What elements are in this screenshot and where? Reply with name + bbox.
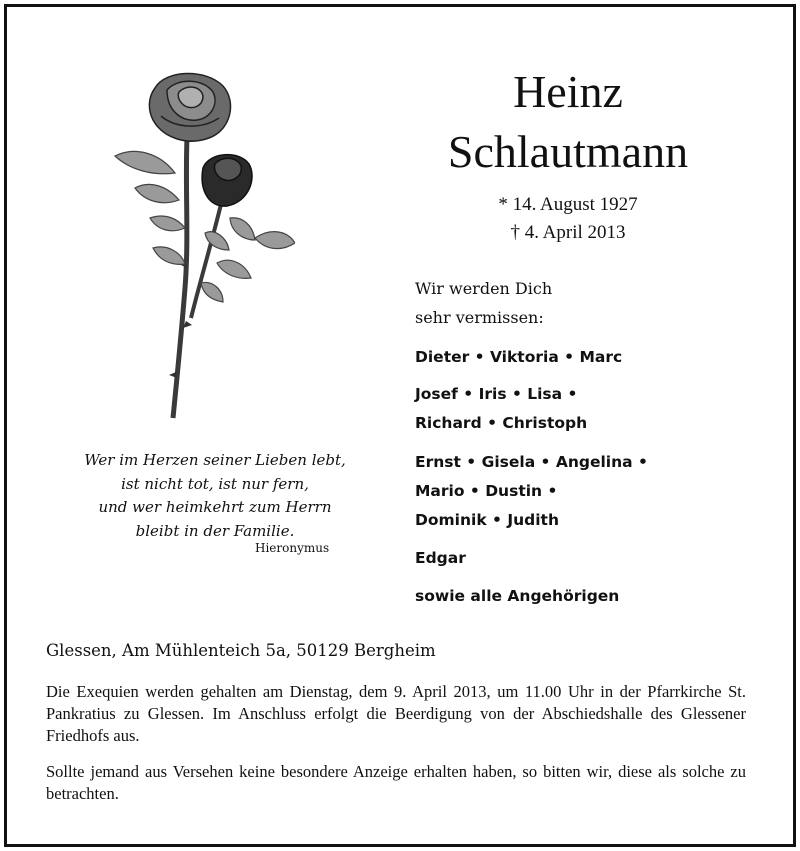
notice-paragraph: Sollte jemand aus Versehen keine besondere Anzeige erhalten haben, so bitten wir, diese als solche zu betrachten. <box>46 762 746 803</box>
lead-text-line-2: sehr vermissen: <box>415 308 544 327</box>
family-line: Dieter • Viktoria • Marc <box>415 348 623 366</box>
funeral-info-paragraph: Die Exequien werden gehalten am Dienstag, dem 9. April 2013, um 11.00 Uhr in der Pfarrkirche St. Pankratius zu Glessen. Im Anschluss erfolgt die Beerdigung von der Abschiedshalle des Glessener Friedhofs aus. <box>46 682 746 745</box>
family-line: Mario • Dustin • <box>415 482 558 500</box>
birth-date: * 14. August 1927 <box>498 194 638 215</box>
deceased-first-name: Heinz <box>513 66 623 117</box>
quote-line: und wer heimkehrt zum Herrn <box>98 498 332 516</box>
deceased-last-name: Schlautmann <box>447 126 689 177</box>
family-line: Ernst • Gisela • Angelina • <box>415 453 648 471</box>
rose-icon <box>105 68 295 423</box>
death-date: † 4. April 2013 <box>510 222 626 243</box>
family-line: Richard • Christoph <box>415 414 588 432</box>
lead-text-line-1: Wir werden Dich <box>415 279 553 298</box>
address: Glessen, Am Mühlenteich 5a, 50129 Bergheim <box>46 641 436 660</box>
family-line: Dominik • Judith <box>415 511 559 529</box>
quote-line: Wer im Herzen seiner Lieben lebt, <box>84 451 346 469</box>
family-line: Edgar <box>415 549 466 567</box>
quote-line: bleibt in der Familie. <box>135 521 295 540</box>
family-line-relatives: sowie alle Angehörigen <box>415 587 620 605</box>
quote-line: ist nicht tot, ist nur fern, <box>121 474 309 493</box>
family-line: Josef • Iris • Lisa • <box>415 385 578 403</box>
quote-author: Hieronymus <box>255 541 330 555</box>
memorial-quote <box>45 449 385 543</box>
